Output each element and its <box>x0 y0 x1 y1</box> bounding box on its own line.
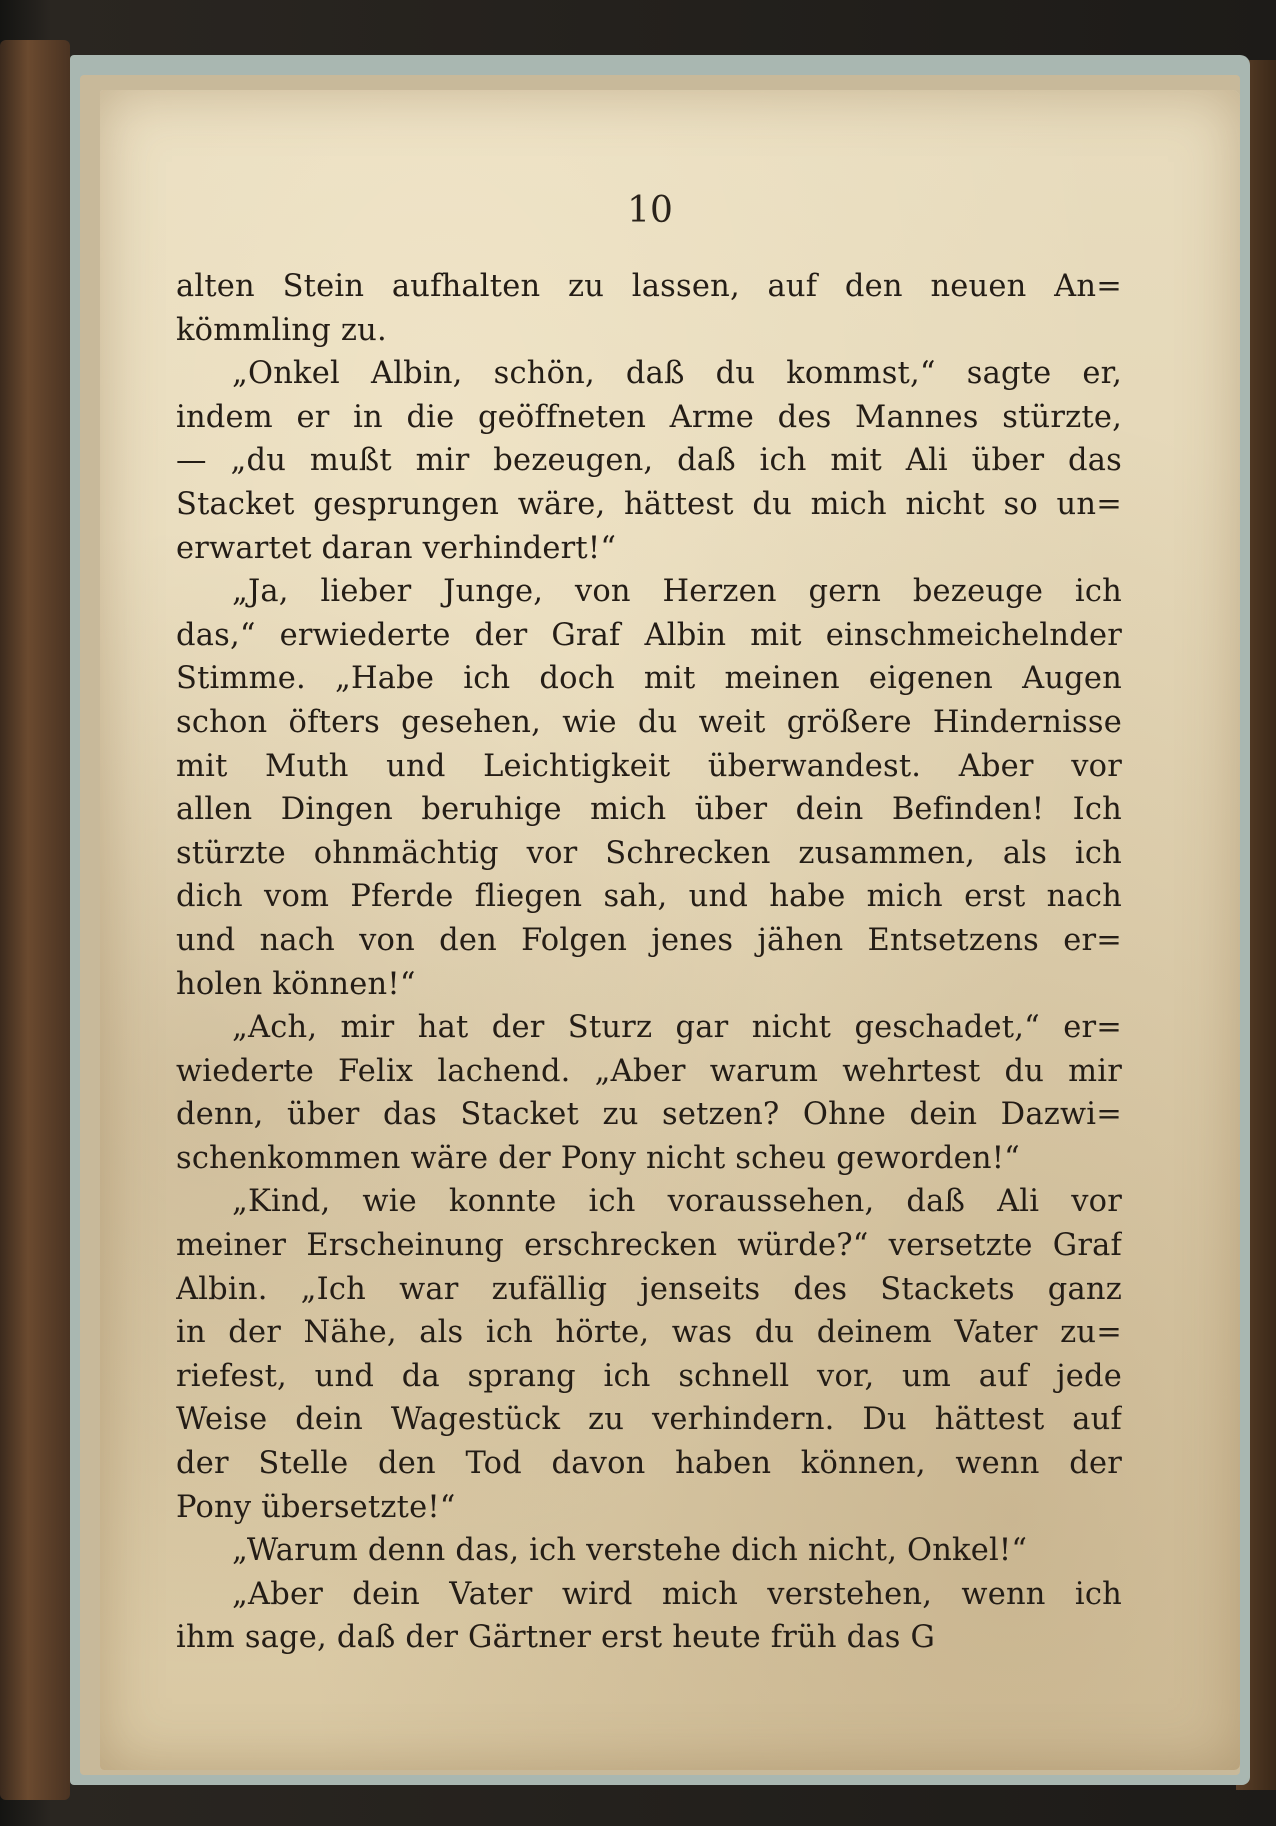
text-line: Albin. „Ich war zufällig jenseits des Stackets ganz <box>176 1271 1122 1307</box>
text-line: der Stelle den Tod davon haben können, wenn der <box>176 1446 1122 1482</box>
text-line: Stimme. „Habe ich doch mit meinen eigenen Augen <box>176 661 1122 697</box>
text-line: meiner Erscheinung erschrecken würde?“ versetzte Graf <box>176 1228 1122 1264</box>
text-line: dich vom Pferde fliegen sah, und habe mich erst nach <box>176 879 1122 915</box>
text-line: „Warum denn das, ich verstehe dich nicht, Onkel!“ <box>232 1533 1028 1569</box>
text-line: allen Dingen beruhige mich über dein Befinden! Ich <box>176 792 1122 828</box>
text-line: „Ja, lieber Junge, von Herzen gern bezeuge ich <box>232 574 1122 610</box>
body-text <box>176 265 1122 1660</box>
text-line: indem er in die geöffneten Arme des Mannes stürzte, <box>176 399 1122 435</box>
text-line: Pony übersetzte!“ <box>176 1489 456 1525</box>
text-line: alten Stein aufhalten zu lassen, auf den neuen An= <box>176 269 1122 304</box>
text-line: riefest, und da sprang ich schnell vor, um auf jede <box>176 1358 1122 1394</box>
text-line: mit Muth und Leichtigkeit überwandest. Aber vor <box>176 748 1122 784</box>
text-line: — „du mußt mir bezeugen, daß ich mit Ali über das <box>176 443 1122 479</box>
text-line: erwartet daran verhindert!“ <box>176 530 617 566</box>
text-line: „Kind, wie konnte ich voraussehen, daß Ali vor <box>232 1184 1122 1220</box>
text-line: wiederte Felix lachend. „Aber warum wehrtest du mir <box>176 1053 1122 1089</box>
book-cover-left <box>0 40 70 1800</box>
text-line: „Ach, mir hat der Sturz gar nicht geschadet,“ er= <box>232 1010 1122 1046</box>
text-line: schenkommen wäre der Pony nicht scheu geworden!“ <box>176 1140 1020 1176</box>
text-line: denn, über das Stacket zu setzen? Ohne dein Dazwi= <box>176 1097 1122 1133</box>
page-number: 10 <box>627 190 673 231</box>
book-page <box>100 90 1240 1770</box>
text-line: schon öfters gesehen, wie du weit größere Hindernisse <box>176 704 1122 740</box>
text-line: in der Nähe, als ich hörte, was du deinem Vater zu= <box>176 1315 1122 1351</box>
text-line: holen können!“ <box>176 966 416 1002</box>
text-line: „Onkel Albin, schön, daß du kommst,“ sagte er, <box>232 356 1122 392</box>
text-line: ihm sage, daß der Gärtner erst heute früh das G <box>176 1620 936 1656</box>
text-line: und nach von den Folgen jenes jähen Entsetzens er= <box>176 922 1122 958</box>
text-line: kömmling zu. <box>176 312 387 348</box>
text-line: Stacket gesprungen wäre, hättest du mich nicht so un= <box>176 486 1122 522</box>
text-line: das,“ erwiederte der Graf Albin mit einschmeichelnder <box>176 617 1122 653</box>
text-line: stürzte ohnmächtig vor Schrecken zusammen, als ich <box>176 835 1122 871</box>
text-line: Weise dein Wagestück zu verhindern. Du hättest auf <box>176 1402 1122 1438</box>
text-line: „Aber dein Vater wird mich verstehen, wenn ich <box>232 1576 1122 1612</box>
